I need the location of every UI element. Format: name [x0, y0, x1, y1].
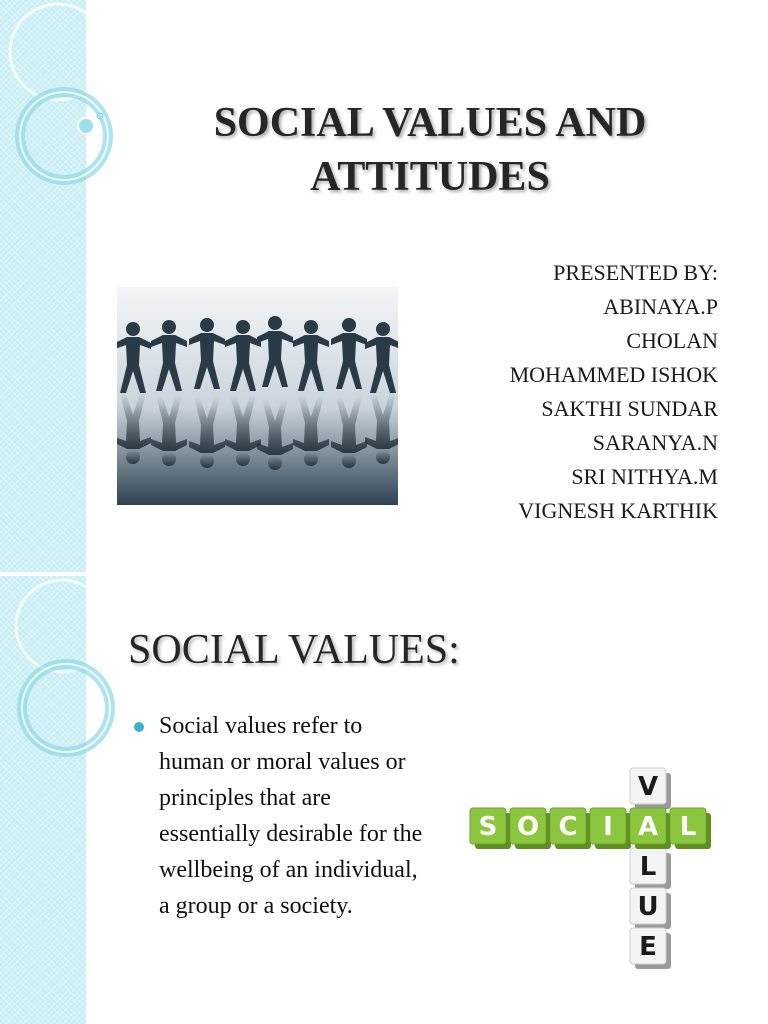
social-letter: C	[558, 812, 578, 842]
social-letter: L	[679, 812, 697, 842]
social-cube	[670, 808, 711, 849]
value-letter: V	[637, 772, 659, 802]
bullet-item	[132, 708, 432, 924]
social-letter: A	[637, 812, 659, 842]
value-cube	[630, 928, 671, 969]
social-letter: O	[516, 812, 540, 842]
title-line: SOCIAL VALUES AND	[213, 100, 647, 146]
presented-by-label: PRESENTED BY:	[553, 260, 718, 285]
value-cube	[630, 888, 671, 929]
presenter-name: VIGNESH KARTHIK	[518, 498, 718, 523]
value-cube	[630, 768, 671, 809]
value-letter: E	[639, 932, 657, 962]
slide-title	[100, 96, 760, 204]
presenter-name: MOHAMMED ISHOK	[509, 362, 718, 387]
bullet-dot-icon	[134, 722, 144, 732]
social-cube	[470, 808, 511, 849]
presenter-name: CHOLAN	[626, 328, 718, 353]
social-letter: S	[478, 812, 498, 842]
presenters-list	[510, 256, 718, 528]
value-letter: U	[637, 892, 659, 922]
presenter-name: SRI NITHYA.M	[571, 464, 718, 489]
value-cube	[630, 848, 671, 889]
value-letter: L	[639, 852, 657, 882]
bullet-text: Social values refer to human or moral values or principles that are essentially desirable for the wellbeing of an individual, a group or a society.	[159, 713, 423, 919]
presenter-name: SAKTHI SUNDAR	[541, 396, 718, 421]
social-value-crossword-image	[468, 764, 716, 978]
paper-dolls-image	[117, 287, 398, 505]
decorative-rings	[0, 576, 140, 776]
social-cube	[630, 808, 671, 849]
title-line: ATTITUDES	[310, 154, 550, 200]
social-cube	[550, 808, 591, 849]
presenter-name: SARANYA.N	[592, 430, 718, 455]
social-cube	[590, 808, 631, 849]
social-cube	[510, 808, 551, 849]
section-heading: SOCIAL VALUES:	[128, 627, 460, 673]
social-letter: I	[603, 812, 613, 842]
presenter-name: ABINAYA.P	[603, 294, 718, 319]
